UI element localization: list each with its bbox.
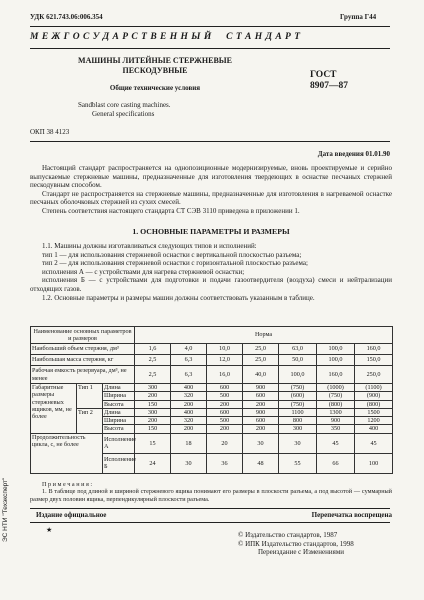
cell: 50,0 bbox=[279, 355, 317, 366]
section-1-text bbox=[30, 242, 392, 302]
cell: 200 bbox=[171, 400, 207, 408]
table-row bbox=[31, 433, 393, 453]
cell: 25,0 bbox=[243, 355, 279, 366]
cell: 15 bbox=[135, 433, 171, 453]
table-row bbox=[31, 366, 393, 384]
cell: 150,0 bbox=[355, 355, 393, 366]
date-of-introduction: Дата введения 01.01.90 bbox=[317, 150, 390, 158]
cell: 2,5 bbox=[135, 366, 171, 384]
dims-label: Габаритные размеры стержневых ящиков, мм, не более bbox=[31, 384, 77, 434]
width-label: Ширина bbox=[103, 392, 135, 400]
table-row bbox=[31, 344, 393, 355]
cell: 150 bbox=[135, 425, 171, 433]
cell: 12,0 bbox=[207, 355, 243, 366]
reprint-prohibited: Перепечатка воспрещена bbox=[311, 511, 392, 519]
okp-code: ОКП 38 4123 bbox=[30, 128, 70, 136]
title-line-1: МАШИНЫ ЛИТЕЙНЫЕ СТЕРЖНЕВЫЕ bbox=[78, 56, 232, 65]
cell: 2,5 bbox=[135, 355, 171, 366]
height-label: Высота bbox=[103, 425, 135, 433]
cell: 600 bbox=[207, 408, 243, 416]
cell: (750) bbox=[279, 400, 317, 408]
banner-rule bbox=[30, 48, 390, 49]
intro-paragraph-3: Степень соответствия настоящего стандарта СТ СЭВ 3110 приведена в приложении 1. bbox=[42, 206, 300, 215]
reissue-note: Переиздание с Изменениями bbox=[258, 548, 345, 557]
cell: 20 bbox=[207, 433, 243, 453]
cell: 45 bbox=[355, 433, 393, 453]
okp-rule bbox=[30, 141, 390, 142]
cell: 400 bbox=[171, 408, 207, 416]
star-icon: ★ bbox=[46, 526, 53, 534]
intro-text bbox=[30, 164, 392, 216]
cell: 300 bbox=[279, 425, 317, 433]
cell: 45 bbox=[317, 433, 355, 453]
cell: 4,0 bbox=[171, 344, 207, 355]
table-row bbox=[31, 355, 393, 366]
cell: 350 bbox=[317, 425, 355, 433]
intro-paragraph-2: Стандарт не распространяется на стержневые машины, предназначенные для изготовления в нагреваемой оснастке песчаных оболочковых стержней из сухих смесей. bbox=[30, 189, 392, 207]
cell: 900 bbox=[317, 417, 355, 425]
exec-a-desc: исполнения А — с устройствами для нагрева стержневой оснастки; bbox=[42, 267, 245, 276]
cell: 1100 bbox=[279, 408, 317, 416]
cell: 160,0 bbox=[355, 344, 393, 355]
table-header-row bbox=[31, 327, 393, 344]
cell: 400 bbox=[355, 425, 393, 433]
cell: 200 bbox=[135, 392, 171, 400]
table-notes bbox=[30, 481, 392, 503]
cell: 63,0 bbox=[279, 344, 317, 355]
cell: 400 bbox=[171, 384, 207, 392]
cell: (600) bbox=[279, 392, 317, 400]
cell: 30 bbox=[243, 433, 279, 453]
note-1: 1. В таблице под длиной и шириной стержневого ящика понимают его размеры в плоскости разъема, а под высотой — суммарный размер двух половин ящика, перпендикулярный плоскости разъема. bbox=[30, 488, 392, 503]
clause-1-1: 1.1. Машины должны изготавливаться следующих типов и исполнений: bbox=[42, 242, 257, 250]
cell: 36 bbox=[207, 453, 243, 473]
cell: 1,6 bbox=[135, 344, 171, 355]
cell: 200 bbox=[243, 425, 279, 433]
document-subtitle: Общие технические условия bbox=[109, 84, 201, 92]
footer-rule bbox=[30, 508, 390, 509]
type-1-desc: тип 1 — для использования стержневой оснастки с вертикальной плоскостью разъема; bbox=[42, 250, 302, 259]
cell: 18 bbox=[171, 433, 207, 453]
header-rule bbox=[30, 26, 390, 27]
row-label: Наибольшая масса стержня, кг bbox=[31, 355, 135, 366]
english-title-line-1: Sandblast core casting machines. bbox=[78, 101, 171, 109]
table-row bbox=[31, 408, 393, 416]
cell: 1200 bbox=[355, 417, 393, 425]
cell: (800) bbox=[317, 400, 355, 408]
cell: 100,0 bbox=[279, 366, 317, 384]
cell: 24 bbox=[135, 453, 171, 473]
cell: 1500 bbox=[355, 408, 393, 416]
copyright-1: © Издательство стандартов, 1987 bbox=[238, 531, 338, 539]
cell: 200 bbox=[207, 425, 243, 433]
cell: 800 bbox=[279, 417, 317, 425]
cell: (750) bbox=[317, 392, 355, 400]
cell: (1100) bbox=[355, 384, 393, 392]
cell: 6,3 bbox=[171, 355, 207, 366]
udk-code: УДК 621.743.06:006.354 bbox=[30, 13, 103, 21]
intro-paragraph-1: Настоящий стандарт распространяется на однопозиционные модернизируемые, вновь проектируемые и серийно выпускаемые стержневые машины, предназначенные для изготовления твердеющих в оснастке песчаных стержней пескодувным способом. bbox=[30, 164, 392, 190]
cell: 250,0 bbox=[355, 366, 393, 384]
cell: 600 bbox=[207, 384, 243, 392]
copyright-2: © ИПК Издательство стандартов, 1998 bbox=[238, 539, 354, 548]
cell: 600 bbox=[243, 392, 279, 400]
cell: (1000) bbox=[317, 384, 355, 392]
cell: 30 bbox=[279, 433, 317, 453]
cell: 900 bbox=[243, 408, 279, 416]
exec-b-desc: исполнения Б — с устройствами для подготовки и подачи газоотвердителя (воздуха) смеси и нейтрализации отходящих газов. bbox=[30, 276, 392, 293]
cell: 55 bbox=[279, 453, 317, 473]
cell: 1300 bbox=[317, 408, 355, 416]
gost-word: ГОСТ bbox=[310, 70, 337, 80]
official-edition: Издание официальное bbox=[36, 511, 107, 519]
cell: 500 bbox=[207, 417, 243, 425]
cell: 25,0 bbox=[243, 344, 279, 355]
copyright-block bbox=[238, 531, 398, 557]
cell: (800) bbox=[355, 400, 393, 408]
cycle-label: Продолжительность цикла, с, не более bbox=[31, 433, 103, 473]
header-norm: Норма bbox=[135, 327, 393, 344]
type-2-desc: тип 2 — для использования стержневой оснастки с горизонтальной плоскостью разъема; bbox=[42, 259, 308, 268]
cell: 10,0 bbox=[207, 344, 243, 355]
length-label: Длина bbox=[103, 384, 135, 392]
length-label: Длина bbox=[103, 408, 135, 416]
title-line-2: ПЕСКОДУВНЫЕ bbox=[122, 65, 188, 75]
parameters-table bbox=[30, 326, 393, 474]
clause-1-2: 1.2. Основные параметры и размеры машин должны соответствовать указанным в таблице. bbox=[42, 293, 315, 302]
cell: 320 bbox=[171, 392, 207, 400]
footer-rule-2 bbox=[30, 522, 390, 523]
row-label: Рабочая емкость резервуара, дм³, не менее bbox=[31, 366, 135, 384]
cell: 16,0 bbox=[207, 366, 243, 384]
cell: 900 bbox=[243, 384, 279, 392]
height-label: Высота bbox=[103, 400, 135, 408]
exec-b-label: Исполнение Б bbox=[103, 453, 135, 473]
cell: 6,3 bbox=[171, 366, 207, 384]
cell: 100 bbox=[355, 453, 393, 473]
table-row bbox=[31, 384, 393, 392]
notes-heading: П р и м е ч а н и я : bbox=[42, 481, 93, 488]
header-parameter-name: Наименование основных параметров и размеров bbox=[31, 327, 135, 344]
cell: 100,0 bbox=[317, 344, 355, 355]
cell: 48 bbox=[243, 453, 279, 473]
exec-a-label: Исполнение А bbox=[103, 433, 135, 453]
cell: 300 bbox=[135, 384, 171, 392]
cell: 320 bbox=[171, 417, 207, 425]
cell: 100,0 bbox=[317, 355, 355, 366]
row-label: Наибольший объем стержня, дм³ bbox=[31, 344, 135, 355]
group-code: Группа Г44 bbox=[340, 13, 377, 21]
cell: 160,0 bbox=[317, 366, 355, 384]
cell: 200 bbox=[207, 400, 243, 408]
english-title-line-2: General specifications bbox=[92, 109, 155, 118]
document-title bbox=[40, 56, 270, 75]
gost-label bbox=[310, 70, 348, 92]
type-2-label: Тип 2 bbox=[77, 408, 103, 433]
cell: 600 bbox=[243, 417, 279, 425]
standard-banner: М Е Ж Г О С У Д А Р С Т В Е Н Н Ы Й С Т А Н Д А Р Т bbox=[30, 32, 301, 42]
cell: 200 bbox=[171, 425, 207, 433]
cell: 200 bbox=[135, 417, 171, 425]
cell: 300 bbox=[135, 408, 171, 416]
cell: 40,0 bbox=[243, 366, 279, 384]
type-1-label: Тип 1 bbox=[77, 384, 103, 409]
cell: 150 bbox=[135, 400, 171, 408]
cell: (900) bbox=[355, 392, 393, 400]
cell: 66 bbox=[317, 453, 355, 473]
width-label: Ширина bbox=[103, 417, 135, 425]
section-1-heading: 1. ОСНОВНЫЕ ПАРАМЕТРЫ И РАЗМЕРЫ bbox=[132, 227, 290, 236]
gost-number: 8907—87 bbox=[310, 81, 348, 91]
cell: 200 bbox=[243, 400, 279, 408]
cell: (750) bbox=[279, 384, 317, 392]
cell: 30 bbox=[171, 453, 207, 473]
english-title bbox=[78, 101, 258, 118]
cell: 500 bbox=[207, 392, 243, 400]
techexpert-sidebar: ЭС НТИ "Техэксперт" bbox=[2, 477, 9, 543]
